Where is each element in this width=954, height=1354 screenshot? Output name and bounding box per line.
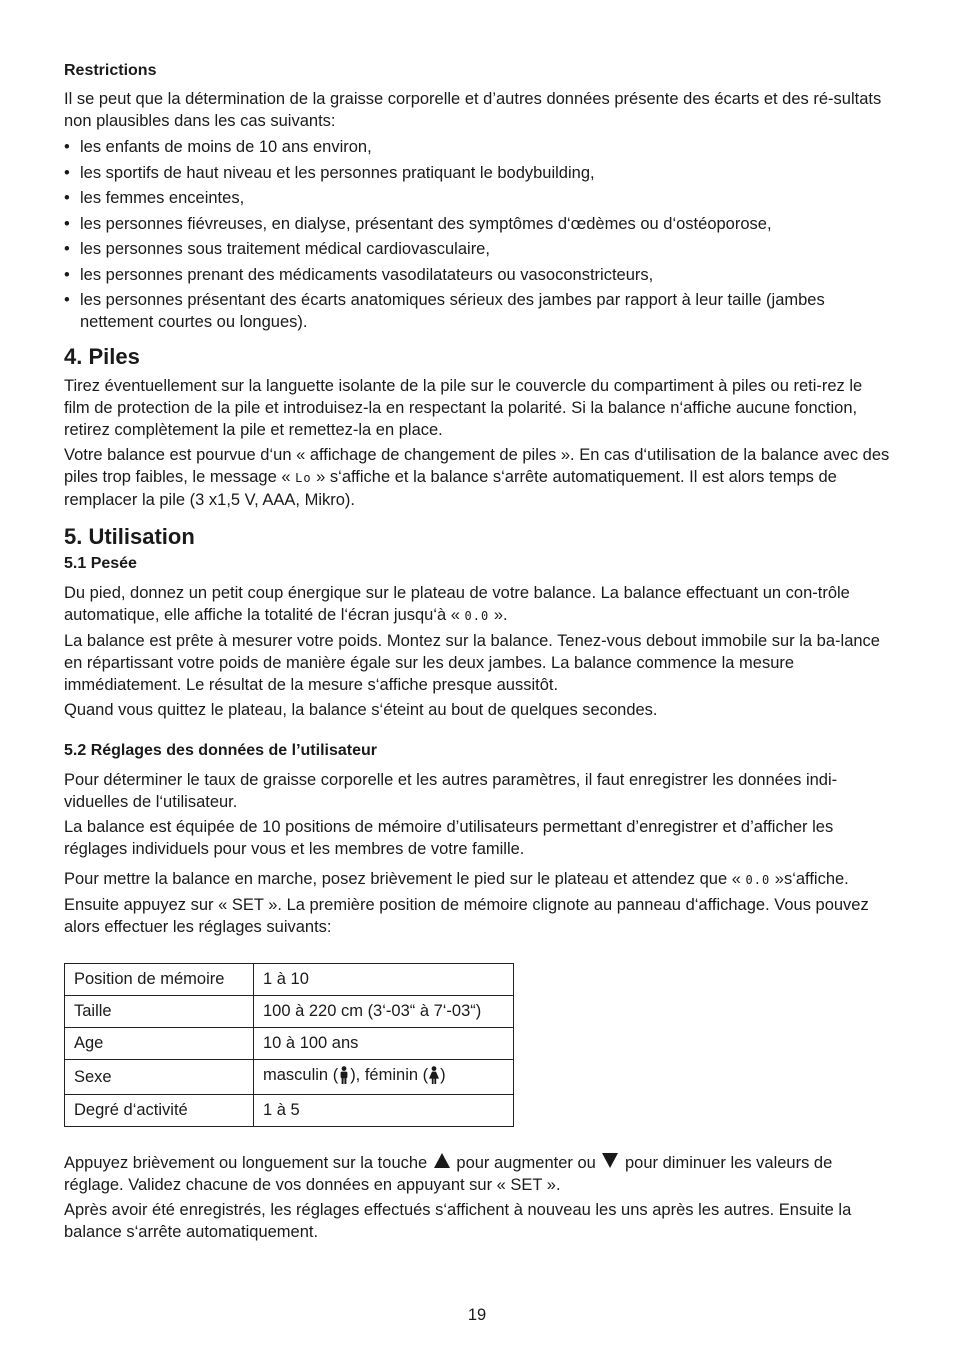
table-row — [65, 996, 514, 1028]
lcd-zero-glyph: 0.0 — [464, 609, 490, 623]
reglages-title: 5.2 Réglages des données de l’utilisateur — [64, 742, 377, 759]
list-item: • les personnes fiévreuses, en dialyse, présentant des symptômes d‘œdèmes ou d‘ostéoporose, — [64, 213, 890, 235]
table-row — [65, 1028, 514, 1060]
pesee-paragraph-2: La balance est prête à mesurer votre poids. Montez sur la balance. Tenez-vous debout immobile sur la ba-lance en répartissant votre poids de manière égale sur les deux jambes. La balance commence la mesure immédiatement. Le résultat de la mesure s‘affiche presque aussitôt. — [64, 632, 880, 694]
list-item: • les personnes sous traitement médical cardiovasculaire, — [64, 238, 890, 260]
table-cell-value: masculin ( ), féminin ( ) — [254, 1060, 514, 1095]
lcd-lo-glyph: Lo — [295, 471, 312, 485]
reglages-paragraph-2: La balance est équipée de 10 positions de mémoire d’utilisateurs permettant d’enregistrer et d’afficher les réglages individuels pour vous et les membres de votre famille. — [64, 818, 834, 858]
table-cell-value: 1 à 10 — [254, 964, 514, 996]
table-row — [65, 1060, 514, 1095]
section-heading-utilisation: 5. Utilisation — [64, 524, 195, 549]
pesee-paragraph-1: Du pied, donnez un petit coup énergique sur le plateau de votre balance. La balance effectuant un con-trôle automatique, elle affiche la totalité de l‘écran jusqu‘à « 0.0 ». — [64, 584, 850, 624]
table-cell-label: Degré d‘activité — [65, 1095, 254, 1127]
list-item: • les enfants de moins de 10 ans environ, — [64, 136, 890, 158]
triangle-up-icon — [434, 1153, 450, 1168]
restrictions-list — [64, 136, 890, 333]
female-person-icon — [428, 1066, 440, 1084]
piles-paragraph-1: Tirez éventuellement sur la languette isolante de la pile sur le couvercle du compartiment à piles ou reti-rez le film de protection de la pile et introduisez-la en respectant la polarité. Si la balance n‘affiche aucune fonction, retirez complètement la pile et remettez-la en place. — [64, 377, 863, 439]
list-item: • les personnes prenant des médicaments vasodilatateurs ou vasoconstricteurs, — [64, 264, 890, 286]
reglages-paragraph-1: Pour déterminer le taux de graisse corporelle et les autres paramètres, il faut enregistrer les données indi-viduelles de l‘utilisateur. — [64, 771, 838, 811]
reglages-paragraph-5: Appuyez brièvement ou longuement sur la touche pour augmenter ou pour diminuer les valeurs de réglage. Validez chacune de vos données en appuyant sur « SET ». — [64, 1154, 833, 1194]
male-person-icon — [338, 1066, 350, 1084]
table-cell-label: Sexe — [65, 1060, 254, 1095]
section-heading-piles: 4. Piles — [64, 344, 140, 369]
piles-paragraph-2: Votre balance est pourvue d‘un « affichage de changement de piles ». En cas d‘utilisation de la balance avec des piles trop faibles, le message « Lo » s‘affiche et la balance s‘arrête automatiquement. Il est alors temps de remplacer la pile (3 x1,5 V, AAA, Mikro). — [64, 446, 890, 509]
restrictions-intro: Il se peut que la détermination de la graisse corporelle et d’autres données présente des écarts et des ré-sultats non plausibles dans les cas suivants: — [64, 90, 882, 130]
table-cell-value: 100 à 220 cm (3‘-03“ à 7‘-03“) — [254, 996, 514, 1028]
table-row — [65, 964, 514, 996]
page-content — [64, 60, 890, 1243]
list-item: • les personnes présentant des écarts anatomiques sérieux des jambes par rapport à leur taille (jambes nettement courtes ou longues). — [64, 289, 890, 333]
restrictions-title: Restrictions — [64, 62, 157, 79]
pesee-title: 5.1 Pesée — [64, 555, 137, 572]
reglages-paragraph-4: Ensuite appuyez sur « SET ». La première position de mémoire clignote au panneau d‘affichage. Vous pouvez alors effectuer les réglages suivants: — [64, 896, 869, 936]
list-item: • les femmes enceintes, — [64, 187, 890, 209]
table-cell-label: Age — [65, 1028, 254, 1060]
page-number: 19 — [467, 1306, 487, 1324]
pesee-paragraph-3: Quand vous quittez le plateau, la balance s‘éteint au bout de quelques secondes. — [64, 701, 658, 719]
lcd-zero-glyph: 0.0 — [745, 873, 771, 887]
reglages-paragraph-6: Après avoir été enregistrés, les réglages effectués s‘affichent à nouveau les uns après les autres. Ensuite la balance s‘arrête automatiquement. — [64, 1201, 852, 1241]
table-cell-value: 1 à 5 — [254, 1095, 514, 1127]
table-cell-label: Position de mémoire — [65, 964, 254, 996]
table-cell-value: 10 à 100 ans — [254, 1028, 514, 1060]
reglages-paragraph-3: Pour mettre la balance en marche, posez brièvement le pied sur le plateau et attendez que « 0.0 »s‘affiche. — [64, 870, 849, 888]
table-cell-label: Taille — [65, 996, 254, 1028]
settings-table — [64, 963, 514, 1127]
triangle-down-icon — [602, 1153, 618, 1168]
table-row — [65, 1095, 514, 1127]
list-item: • les sportifs de haut niveau et les personnes pratiquant le bodybuilding, — [64, 162, 890, 184]
